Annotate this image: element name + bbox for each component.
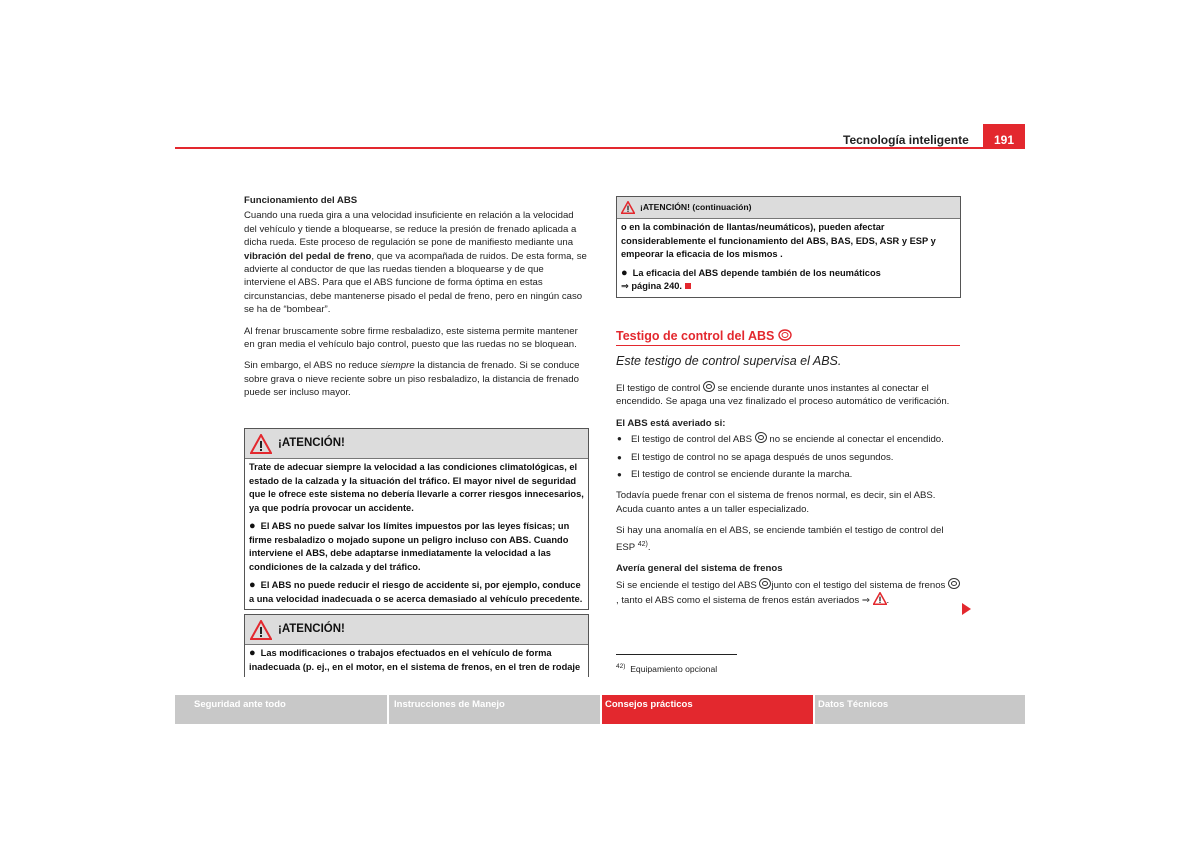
warning-box-continued	[616, 196, 961, 298]
abs-operation-paragraph: Cuando una rueda gira a una velocidad insuficiente en relación a la velocidad del vehículo y tiende a bloquearse, se reduce la presión de frenado aplicada a dicha rueda. Este proceso de regulación se pone de manifiesto mediante una vibración del pedal de freno, que va acompañada de ruidos. De esta forma, se advierte al conductor de que las ruedas tienden a bloquearse y de que interviene el ABS. Para que el ABS funcione de forma óptima en estas circunstancias, debe mantenerse pisado el pedal de freno, pero en ningún caso se ha de “bombear”.	[244, 210, 587, 316]
warning-title: ¡ATENCIÓN! (continuación)	[640, 201, 752, 212]
fault-heading: El ABS está averiado si:	[616, 417, 726, 429]
warning-bullet: ● El ABS no puede salvar los límites impuestos por las leyes físicas; un firme resbaladizo o mojado supone un peligro incluso con ABS. Cuando interviene el ABS, debe adaptarse inmediatamente la velocidad a las condiciones de la calzada y del tráfico.	[249, 520, 570, 572]
footer-tab-safety[interactable]: Seguridad ante todo	[175, 695, 387, 724]
abs-distance-paragraph: Sin embargo, el ABS no reduce siempre la distancia de frenado. Si se conduce sobre grava o nieve reciente sobre un piso resbaladizo, la distancia de frenado puede ser incluso mayor.	[244, 360, 580, 399]
brake-lamp-icon	[948, 578, 960, 589]
running-header-title: Tecnología inteligente	[843, 133, 969, 147]
warning-body	[617, 219, 960, 297]
warning-body	[245, 459, 588, 609]
warning-bullet: ● El ABS no puede reducir el riesgo de accidente si, por ejemplo, conduce a una velocidad inadecuada o se acerca demasiado al vehículo precedente.	[249, 579, 583, 604]
warning-title: ¡ATENCIÓN!	[278, 436, 345, 449]
section-lead: Este testigo de control supervisa el ABS.	[616, 354, 842, 368]
header-rule	[175, 147, 1025, 149]
warning-paragraph: o en la combinación de llantas/neumáticos), pueden afectar considerablemente el funcionamiento del ABS, BAS, EDS, ASR y ESP y empeorar la eficacia de los mismos .	[621, 222, 936, 259]
footer-tab-technical-data[interactable]: Datos Técnicos	[815, 695, 1025, 724]
section-rule	[616, 345, 960, 346]
esp-paragraph: Si hay una anomalía en el ABS, se enciende también el testigo de control del ESP $^{42)}$.	[616, 525, 944, 553]
abs-operation-heading: Funcionamiento del ABS	[244, 195, 358, 206]
warning-body	[245, 645, 588, 677]
warning-title: ¡ATENCIÓN!	[278, 622, 345, 635]
warning-triangle-icon	[250, 434, 272, 454]
normal-brakes-paragraph: Todavía puede frenar con el sistema de frenos normal, es decir, sin el ABS. Acuda cuanto antes a un taller especializado.	[616, 490, 936, 515]
lamp-paragraph: El testigo de control se enciende durante unos instantes al conectar el encendido. Se apaga una vez finalizado el proceso automático de verificación.	[616, 383, 950, 408]
fault-list	[616, 432, 961, 481]
left-column	[244, 194, 587, 408]
list-item: ● El testigo de control no se apaga después de unos segundos.	[616, 451, 961, 464]
end-marker-icon	[685, 283, 691, 289]
section-title: Testigo de control del ABS	[616, 329, 792, 343]
page-reference-link[interactable]: ⇒ página 240.	[621, 281, 683, 291]
footnote-ref[interactable]: 42)	[637, 540, 648, 548]
continue-arrow-icon	[962, 603, 971, 615]
footer-tab-operating-instructions[interactable]: Instrucciones de Manejo	[389, 695, 600, 724]
warning-paragraph: Trate de adecuar siempre la velocidad a las condiciones climatológicas, el estado de la calzada y la situación del tráfico. El mayor nivel de seguridad que le ofrece este sistema no debería llevarle a correr riesgos innecesarios, ya que podría provocar un accidente.	[249, 462, 584, 513]
warning-bullet: ● La eficacia del ABS depende también de los neumáticos ⇒ página 240.	[621, 266, 881, 291]
abs-lamp-icon	[755, 432, 767, 443]
warning-header	[245, 429, 588, 459]
warning-box-1	[244, 428, 589, 610]
footnote: $^{42)}$ Equipamiento opcional	[616, 663, 718, 674]
warning-header	[617, 197, 960, 219]
warning-triangle-icon	[873, 592, 887, 605]
abs-control-paragraph: Al frenar bruscamente sobre firme resbaladizo, este sistema permite mantener en gran media el vehículo bajo control, puesto que las ruedas no se bloquean.	[244, 325, 578, 351]
warning-header	[245, 615, 588, 645]
footnote-rule	[616, 654, 737, 655]
abs-lamp-icon	[759, 578, 771, 589]
list-item: ● El testigo de control se enciende durante la marcha.	[616, 468, 961, 481]
page-number: 191	[983, 124, 1025, 149]
abs-lamp-icon	[703, 381, 715, 392]
footer-tab-practical-tips[interactable]: Consejos prácticos	[602, 695, 813, 724]
warning-triangle-icon	[250, 620, 272, 640]
list-item: ● El testigo de control del ABS no se enciende al conectar el encendido.	[616, 432, 961, 446]
brake-failure-paragraph: Si se enciende el testigo del ABS junto con el testigo del sistema de frenos , tanto el ABS como el sistema de frenos están averiados ⇒ .	[616, 578, 961, 608]
right-column	[616, 381, 961, 615]
warning-box-2	[244, 614, 589, 677]
warning-bullet: ● Las modificaciones o trabajos efectuados en el vehículo de forma inadecuada (p. ej., en el motor, en el sistema de frenos, en el tren de rodaje	[249, 647, 581, 672]
brake-failure-heading: Avería general del sistema de frenos	[616, 563, 783, 575]
warning-triangle-icon	[621, 201, 635, 214]
abs-warning-lamp-icon	[778, 329, 792, 341]
